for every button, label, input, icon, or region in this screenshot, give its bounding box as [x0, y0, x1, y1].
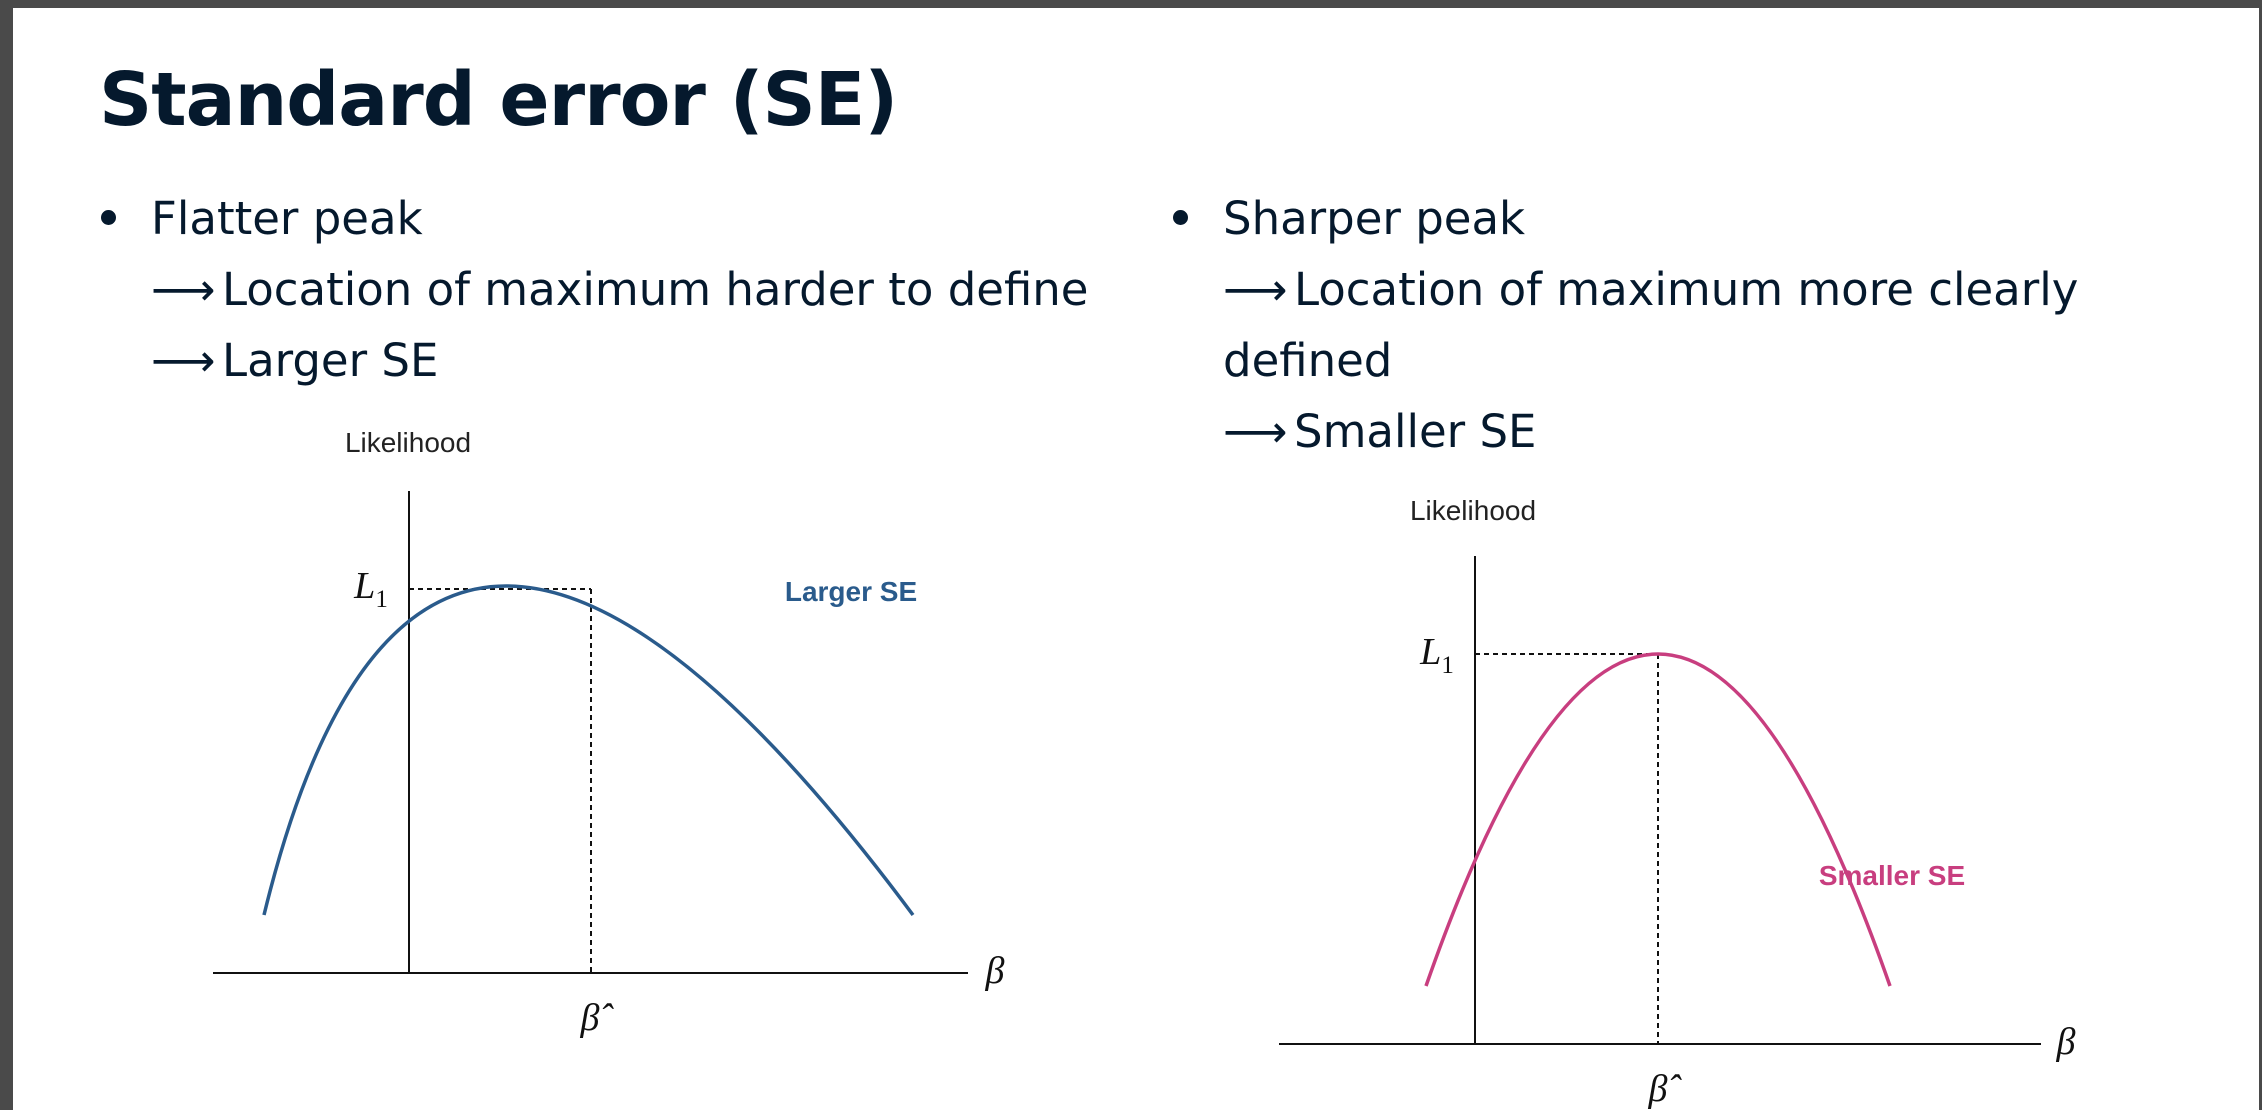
- right-arrow-icon: ⟶: [1223, 263, 1288, 316]
- curve-label: Larger SE: [784, 576, 918, 607]
- bullet-item: [1171, 183, 2131, 254]
- y-axis-label: Likelihood: [344, 427, 472, 458]
- bullet-subline: [99, 254, 1089, 325]
- likelihood-diagram-smaller-se: [1223, 488, 2083, 1118]
- bullet-text: Location of maximum more clearly: [1294, 263, 2079, 316]
- right-bullet-list: [1171, 183, 2131, 467]
- estimate-label: β̂: [580, 997, 600, 1039]
- bullet-subline: [1171, 396, 2131, 467]
- right-arrow-icon: ⟶: [151, 263, 216, 316]
- bullet-text: Smaller SE: [1294, 405, 1537, 458]
- peak-value-label: $L_1$: [1420, 631, 1454, 679]
- peak-value-label: $L_1$: [354, 565, 388, 613]
- bullet-text: Larger SE: [222, 334, 439, 387]
- bullet-dot-icon: [1173, 210, 1188, 225]
- bullet-subline-continued: [1171, 325, 2131, 396]
- likelihood-diagram-larger-se: [163, 418, 1023, 1058]
- bullet-subline: [99, 325, 1089, 396]
- right-arrow-icon: ⟶: [151, 334, 216, 387]
- right-arrow-icon: ⟶: [1223, 405, 1288, 458]
- likelihood-curve: [264, 586, 913, 915]
- bullet-heading: Sharper peak: [1223, 192, 1526, 245]
- curve-label: Smaller SE: [1818, 860, 1966, 891]
- x-axis-label: β: [2056, 1021, 2076, 1063]
- x-axis-label: β: [985, 950, 1005, 992]
- y-axis-label: Likelihood: [1409, 495, 1537, 526]
- bullet-text: Location of maximum harder to define: [222, 263, 1089, 316]
- bullet-dot-icon: [101, 210, 116, 225]
- left-bullet-list: [99, 183, 1089, 396]
- bullet-subline: [1171, 254, 2131, 325]
- bullet-item: [99, 183, 1089, 254]
- bullet-text: defined: [1223, 334, 1393, 387]
- bullet-heading: Flatter peak: [151, 192, 423, 245]
- page-title: Standard error (SE): [99, 57, 898, 143]
- estimate-label: β̂: [1648, 1068, 1668, 1110]
